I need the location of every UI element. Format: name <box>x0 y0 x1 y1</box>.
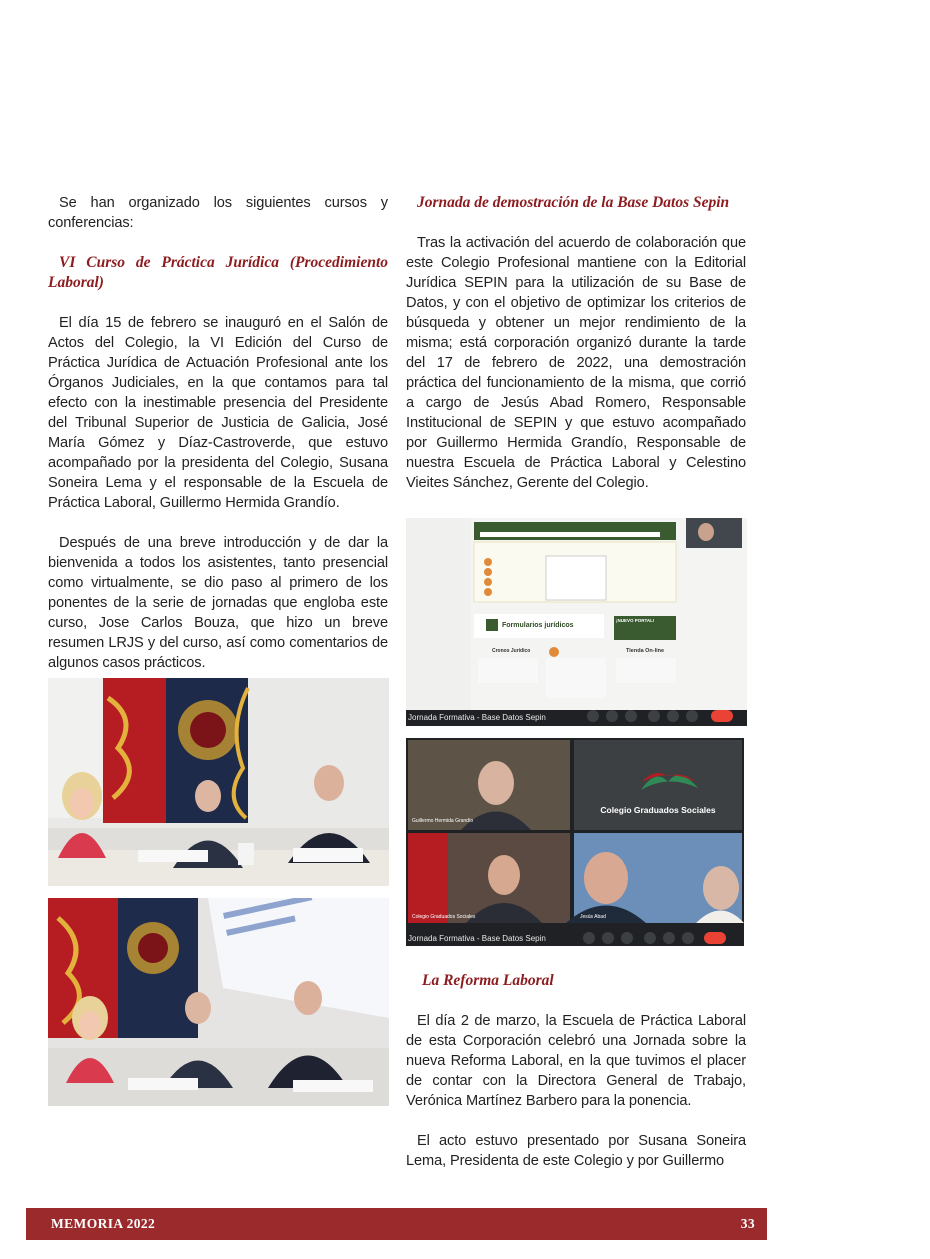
footer-title: MEMORIA 2022 <box>51 1216 156 1231</box>
sepin-banner-text: Formularios jurídicos <box>502 622 574 629</box>
sepin-paragraph: Tras la activación del acuerdo de colaboración que este Colegio Profesional mantiene con la Editorial Jurídica SEPIN para la utilización de su Base de Datos, y con el objetivo de optimizar los criterios de búsqueda y obtener un mejor rendimiento de la misma; está corporación organizó durante la tarde del 17 de febrero de 2022, una demostración práctica del funcionamiento de la misma, que corrió a cargo de Jesús Abad Romero, Responsable Institucional de SEPIN y que estuvo acompañado por Guillermo Hermida Grandío, Responsable de nuestra Escuela de Práctica Laboral y Celestino Vieites Sánchez, Gerente del Colegio. <box>406 235 746 491</box>
sepin-portal-text: ¡NUEVO PORTAL! <box>616 618 655 623</box>
intro-paragraph: Se han organizado los siguientes cursos y conferencias: <box>48 195 388 231</box>
right-column-bottom <box>406 971 746 1171</box>
photo-inauguration-panel <box>48 678 389 886</box>
curso-paragraph-1: El día 15 de febrero se inauguró en el Salón de Actos del Colegio, la VI Edición del Curso de Práctica Jurídica de Actuación Profesional ante los Órganos Judiciales, en la que contamos para tal efecto con la inestimable presencia del Presidente del Tribunal Superior de Justicia de Galicia, José María Gómez y Díaz-Castroverde, que estuvo acompañado por la presidenta del Colegio, Susana Soneira Lema y el responsable de la Escuela de Práctica Laboral, Guillermo Hermida Grandío. <box>48 315 388 511</box>
screenshot-sepin-demo <box>406 518 747 726</box>
left-column <box>48 193 388 673</box>
sepin-cronos-text: Cronos Jurídico <box>492 648 531 654</box>
section-heading-curso: VI Curso de Práctica Jurídica (Procedimiento Laboral) <box>48 254 388 291</box>
reforma-paragraph-1: El día 2 de marzo, la Escuela de Práctica Laboral de esta Corporación celebró una Jornada sobre la nueva Reforma Laboral, en la que tuvimos el placer de contar con la Directora General de Trabajo, Verónica Martínez Barbero para la ponencia. <box>406 1013 746 1109</box>
section-heading-sepin: Jornada de demostración de la Base Datos Sepin <box>417 194 730 211</box>
tile-jesus: Jesús Abad <box>580 914 606 920</box>
photo-lecture-presentation <box>48 898 389 1106</box>
tile-guillermo: Guillermo Hermida Grandío <box>412 818 474 824</box>
page-footer <box>26 1208 767 1240</box>
reforma-paragraph-2: El acto estuvo presentado por Susana Soneira Lema, Presidenta de este Colegio y por Guillermo <box>406 1133 746 1169</box>
screenshot-video-call <box>406 738 744 946</box>
tile-colegio: Colegio Graduados Sociales <box>412 914 476 920</box>
page-number: 33 <box>740 1216 755 1231</box>
call-title-2: Jornada Formativa - Base Datos Sepin <box>408 934 546 943</box>
right-column-top <box>406 193 746 493</box>
curso-paragraph-2: Después de una breve introducción y de dar la bienvenida a todos los asistentes, tanto presencial como virtualmente, se dio paso al primero de los ponentes de la serie de jornadas que engloba este curso, Jose Carlos Bouza, que hizo un breve resumen LRJS y del curso, así como comentarios de algunos casos prácticos. <box>48 535 388 671</box>
colegio-tile-name: Colegio Graduados Sociales <box>600 805 716 815</box>
section-heading-reforma: La Reforma Laboral <box>422 972 554 989</box>
sepin-tienda-text: Tienda On-line <box>626 648 665 654</box>
call-title-1: Jornada Formativa - Base Datos Sepin <box>408 713 546 722</box>
